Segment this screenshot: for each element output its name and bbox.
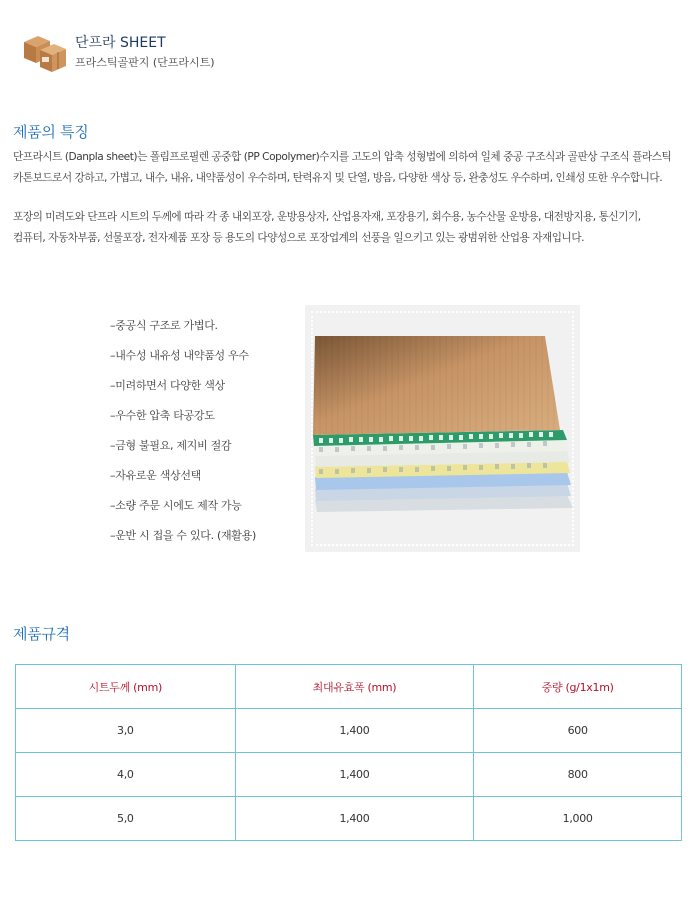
feature-item: –우수한 압축 타공강도 <box>110 409 215 422</box>
cell-weight: 1,000 <box>474 797 682 841</box>
table-header-row <box>16 665 682 709</box>
page-title: 단프라 SHEET <box>75 35 166 51</box>
column-header-thickness: 시트두께 (mm) <box>16 665 236 709</box>
feature-list <box>110 314 256 554</box>
page-subtitle: 프라스틱골판지 (단프라시트) <box>75 56 215 69</box>
cell-thickness: 4,0 <box>16 753 236 797</box>
cell-weight: 600 <box>474 709 682 753</box>
feature-item: –중공식 구조로 가볍다. <box>110 319 218 332</box>
table-row <box>16 709 682 753</box>
usage-paragraph <box>13 207 695 249</box>
column-header-weight: 중량 (g/1x1m) <box>474 665 682 709</box>
feature-item: –소량 주문 시에도 제작 가능 <box>110 499 242 512</box>
usage-line-1: 포장의 미려도와 단프라 시트의 두께에 따라 각 종 내외포장, 운방용상자, 산업용자재, 포장용기, 회수용, 농수산물 운방용, 대전방지용, 통신기기, <box>13 211 641 223</box>
table-row <box>16 797 682 841</box>
column-header-max-width: 최대유효폭 (mm) <box>235 665 474 709</box>
intro-line-1: 단프라시트 (Danpla sheet)는 폴림프로필렌 공중합 (PP Copolymer)수지를 고도의 압축 성형법에 의하여 일체 중공 구조식과 골판상 구조식 플라스틱 <box>13 151 672 163</box>
cell-max-width: 1,400 <box>235 753 474 797</box>
cardboard-boxes-icon <box>20 30 68 74</box>
cell-thickness: 3,0 <box>16 709 236 753</box>
feature-item: –운반 시 접을 수 있다. (재활용) <box>110 529 256 542</box>
usage-line-2: 컴퓨터, 자동차부품, 선물포장, 전자제품 포장 등 용도의 다양성으로 포장업계의 선풍을 일으키고 있는 광범위한 산업용 자재입니다. <box>13 232 585 244</box>
feature-item: –내수성 내유성 내약품성 우수 <box>110 349 249 362</box>
features-heading: 제품의 특징 <box>13 123 89 141</box>
intro-paragraph <box>13 147 695 189</box>
cell-weight: 800 <box>474 753 682 797</box>
cell-thickness: 5,0 <box>16 797 236 841</box>
intro-line-2: 카톤보드로서 강하고, 가볍고, 내수, 내유, 내약품성이 우수하며, 탄력유지 및 단열, 방음, 다양한 색상 등, 완충성도 우수하며, 인쇄성 또한 우수합니다. <box>13 172 663 184</box>
spec-table <box>15 664 682 841</box>
cell-max-width: 1,400 <box>235 797 474 841</box>
feature-item: –자유로운 색상선택 <box>110 469 202 482</box>
product-photo <box>305 305 580 552</box>
feature-item: –금형 불필요, 제지비 절감 <box>110 439 232 452</box>
table-row <box>16 753 682 797</box>
cell-max-width: 1,400 <box>235 709 474 753</box>
spec-heading: 제품규격 <box>13 625 70 643</box>
feature-item: –미려하면서 다양한 색상 <box>110 379 225 392</box>
